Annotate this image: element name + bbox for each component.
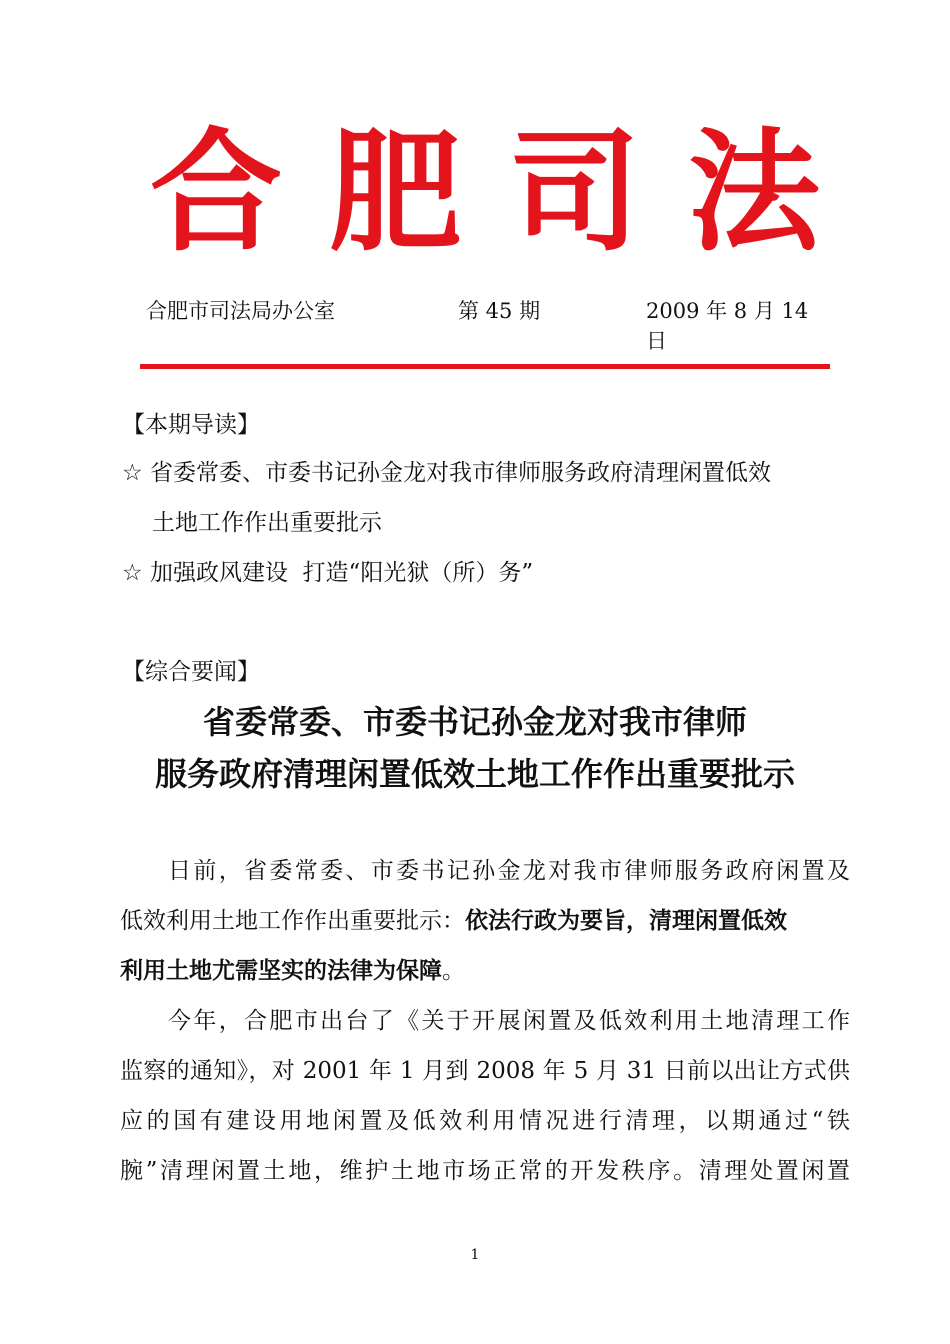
issue-number: 第 45 期 (458, 299, 541, 323)
article-title: 省委常委、市委书记孙金龙对我市律师 (202, 703, 747, 741)
red-divider (140, 364, 830, 369)
paragraph-text: 应的国有建设用地闲置及低效利用情况进行清理，以期通过“铁 (120, 1108, 850, 1134)
paragraph-text: 今年，合肥市出台了《关于开展闲置及低效利用土地清理工作 (168, 1008, 850, 1034)
guide-item-text: 省委常委、市委书记孙金龙对我市律师服务政府清理闲置低效 (149, 460, 771, 486)
paragraph-text: 日前，省委常委、市委书记孙金龙对我市律师服务政府闲置及 (168, 858, 850, 884)
star-icon: ☆ (122, 560, 143, 586)
paragraph-emphasis: 利用土地尤需坚实的法律为保障 (120, 958, 442, 984)
masthead-char: 合 (150, 115, 282, 270)
paragraph-text: 低效利用土地工作作出重要批示： (120, 908, 465, 934)
issuing-office: 合肥市司法局办公室 (146, 299, 335, 323)
paragraph-text: 监察的通知》，对 2001 年 1 月到 2008 年 5 月 31 日前以出让方式供 (120, 1058, 850, 1084)
paragraph-text: 腕”清理闲置土地，维护土地市场正常的开发秩序。清理处置闲置 (120, 1158, 850, 1184)
issue-date: 2009 年 8 月 14 日 (646, 299, 809, 353)
paragraph-line (168, 1004, 850, 1038)
guide-item-text: 加强政风建设 打造“阳光狱（所）务” (149, 560, 534, 586)
paragraph-line (168, 854, 850, 888)
paragraph-line (120, 1104, 850, 1138)
paragraph-line (120, 1154, 850, 1188)
page-number: 1 (470, 1247, 480, 1263)
paragraph-line (120, 1054, 850, 1088)
guide-item-text-cont: 土地工作作出重要批示 (152, 510, 382, 536)
paragraph-line (120, 904, 850, 938)
masthead-char: 司 (508, 115, 641, 270)
paragraph-emphasis: 依法行政为要旨，清理闲置低效 (465, 908, 787, 934)
issue-meta (146, 296, 826, 353)
guide-header: 【本期导读】 (122, 412, 260, 438)
masthead-char: 法 (687, 115, 820, 270)
paragraph-text: 。 (442, 958, 465, 984)
article-title: 服务政府清理闲置低效土地工作作出重要批示 (154, 755, 795, 793)
masthead-title (150, 115, 820, 270)
news-header: 【综合要闻】 (122, 659, 260, 685)
guide-item (122, 556, 533, 590)
masthead-char: 肥 (329, 115, 462, 270)
guide-item (122, 456, 771, 490)
paragraph-line (120, 954, 850, 988)
star-icon: ☆ (122, 460, 143, 486)
